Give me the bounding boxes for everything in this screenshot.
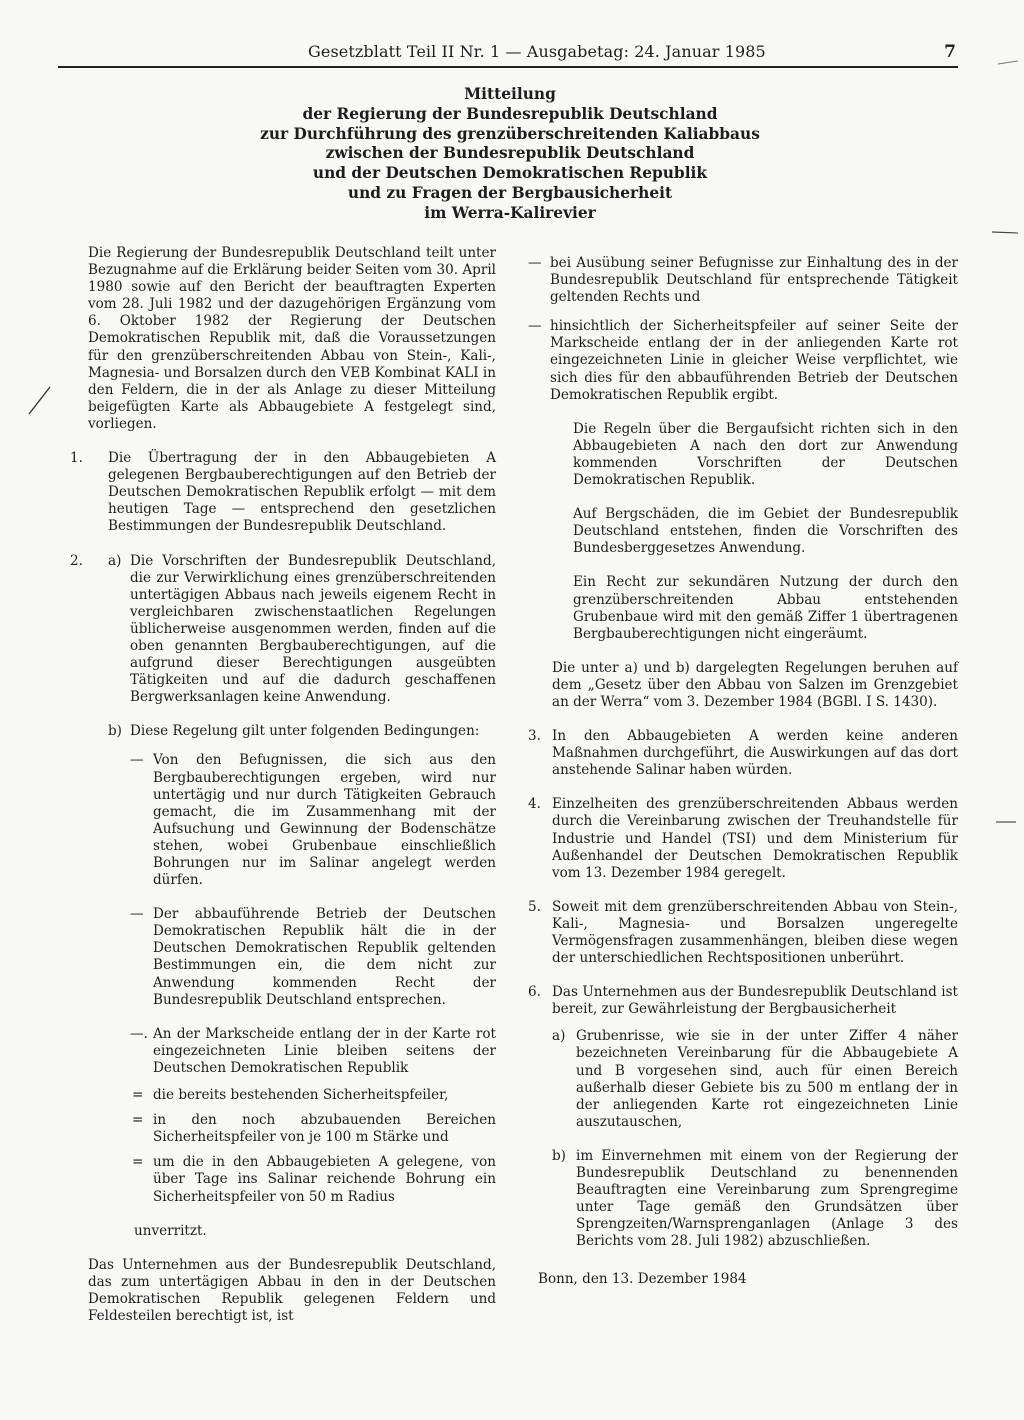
item-3 xyxy=(528,728,958,779)
sub-text: Die Vorschriften der Bundesrepublik Deutschland, die zur Verwirklichung eines grenzüberschreitenden untertägigen Abbaus nach jeweils eigenem Recht in vergleichbaren zwischenstaatlichen Regelungen üblicherweise ausgenommen werden, finden auf die oben genannten Bergbauberechtigungen, auf die aufgrund dieser Berechtigungen ausgeübten Tätigkeiten und auf die dadurch geschaffenen Bergwerksanlagen keine Anwendung. xyxy=(130,552,496,706)
item-number: 1. xyxy=(70,450,83,467)
item-text: Soweit mit dem grenzüberschreitenden Abbau von Stein-, Kali-, Magnesia- und Borsalzen ungeregelte Vermögensfragen zusammenhängen, bleiben diese wegen der unterschiedlichen Rechtspositionen unberührt. xyxy=(552,898,958,967)
obligation-text: bei Ausübung seiner Befugnisse zur Einhaltung des in der Bundesrepublik Deutschland für entsprechende Tätigkeit geltenden Rechts und xyxy=(550,255,958,306)
pillar-item-3 xyxy=(108,1154,496,1205)
title-line: und zu Fragen der Bergbausicherheit xyxy=(347,183,673,202)
dash-marker: — xyxy=(130,752,144,769)
document-title xyxy=(190,85,830,224)
item-4 xyxy=(528,796,958,881)
item-text: Das Unternehmen aus der Bundesrepublik Deutschland ist bereit, zur Gewährleistung der Bergbausicherheit xyxy=(552,984,958,1018)
page-header xyxy=(58,42,958,68)
pillar-text: die bereits bestehenden Sicherheitspfeiler, xyxy=(153,1087,449,1104)
obligation-1 xyxy=(528,255,958,306)
pillar-item-1 xyxy=(108,1087,496,1104)
intro-paragraph: Die Regierung der Bundesrepublik Deutschland teilt unter Bezugnahme auf die Erklärung beider Seiten vom 30. April 1980 sowie auf den Bericht der beauftragten Experten vom 28. Juli 1982 und der dazugehörigen Ergänzung vom 6. Oktober 1982 der Regierung der Deutschen Demokratischen Republik mit, daß die Voraussetzungen für den grenzüberschreitenden Abbau von Stein-, Kali-, Magnesia- und Borsalzen durch den VEB Kombinat KALI in den Feldern, die in der als Anlage zu dieser Mitteilung beigefügten Karte als Abbaugebiete A festgelegt sind, vorliegen. xyxy=(88,245,496,432)
margin-slash-mark xyxy=(26,385,52,417)
equals-marker: = xyxy=(132,1154,144,1171)
title-line: im Werra-Kalirevier xyxy=(424,203,596,222)
item-number: 4. xyxy=(528,796,541,813)
condition-3 xyxy=(108,1026,496,1077)
sub-text: im Einvernehmen mit einem von der Regierung der Bundesrepublik Deutschland zu benennenden Beauftragten eine Vereinbarung zum Sprengregime unter Tage gemäß den Grundsätzen über Sprengzeiten/Warnsprenganlagen (Anlage 3 des Berichts vom 28. Juli 1982) abzuschließen. xyxy=(576,1147,958,1250)
dash-marker: — xyxy=(528,318,542,335)
item-5 xyxy=(528,899,958,967)
item-text: Einzelheiten des grenzüberschreitenden Abbaus werden durch die Vereinbarung zwischen der Treuhandstelle für Industrie und Handel (TSI) und dem Ministerium für Außenhandel der Deutschen Demokratischen Republik vom 13. Dezember 1984 geregelt. xyxy=(552,796,958,881)
damage-paragraph: Auf Bergschäden, die im Gebiet der Bundesrepublik Deutschland entstehen, finden die Vorschriften des Bundesberggesetzes Anwendung. xyxy=(573,506,958,557)
left-column xyxy=(70,245,496,1325)
dash-marker: — xyxy=(528,255,542,271)
gazette-title: Gesetzblatt Teil II Nr. 1 — Ausgabetag: 24. Januar 1985 xyxy=(308,42,766,61)
legal-basis-paragraph: Die unter a) und b) dargelegten Regelungen beruhen auf dem „Gesetz über den Abbau von Salzen im Grenzgebiet an der Werra“ vom 3. Dezember 1984 (BGBl. I S. 1430). xyxy=(552,659,958,710)
pillar-text: in den noch abzubauenden Bereichen Sicherheitspfeiler von je 100 m Stärke und xyxy=(153,1112,496,1146)
sub-text: Diese Regelung gilt unter folgenden Bedingungen: xyxy=(130,723,480,740)
item-number: 5. xyxy=(528,898,541,915)
sub-label: a) xyxy=(108,552,122,569)
signature-line: Bonn, den 13. Dezember 1984 xyxy=(538,1270,747,1287)
condition-2 xyxy=(108,906,496,1009)
item-number: 2. xyxy=(70,552,83,569)
header-rule xyxy=(58,66,958,68)
item-1 xyxy=(70,450,496,535)
item-text: Die Übertragung der in den Abbaugebieten A gelegenen Bergbauberechtigungen auf den Betrieb der Deutschen Demokratischen Republik erfolgt — mit dem heutigen Tage — entsprechend den gesetzlichen Bestimmungen der Bundesrepublik Deutschland. xyxy=(108,450,496,535)
margin-tick-mark xyxy=(990,228,1020,236)
title-line: und der Deutschen Demokratischen Republik xyxy=(312,164,708,183)
obligation-text: hinsichtlich der Sicherheitspfeiler auf seiner Seite der Markscheide entlang der in der anliegenden Karte rot eingezeichneten Linie in gleicher Weise verpflichtet, wie sich dies für den abbauführenden Betrieb der Deutschen Demokratischen Republik ergibt. xyxy=(550,318,958,403)
sub-label: b) xyxy=(552,1147,566,1164)
page-number: 7 xyxy=(944,42,956,62)
item-6 xyxy=(528,984,958,1018)
unverritzt-text: unverritzt. xyxy=(134,1222,207,1239)
sub-label: a) xyxy=(552,1028,566,1045)
item-2a xyxy=(108,553,496,707)
equals-marker: = xyxy=(132,1112,144,1129)
title-line: zur Durchführung des grenzüberschreitenden Kaliabbaus xyxy=(260,124,760,143)
item-6b xyxy=(528,1148,958,1251)
sub-text: Grubenrisse, wie sie in der unter Ziffer 4 näher bezeichneten Vereinbarung für die Abbaugebiete A und B vorgesehen sind, auch für einen Bereich außerhalb dieser Gebiete bis zu 500 m entlang der in der anliegenden Karte rot eingezeichneten Linie auszutauschen, xyxy=(576,1028,958,1130)
equals-marker: = xyxy=(132,1087,144,1104)
margin-tick-mark xyxy=(994,818,1018,826)
title-line: der Regierung der Bundesrepublik Deutschland xyxy=(302,104,718,123)
dash-marker: —. xyxy=(130,1025,148,1042)
item-2b xyxy=(108,723,496,740)
condition-1 xyxy=(108,752,496,889)
title-line: zwischen der Bundesrepublik Deutschland xyxy=(325,144,695,163)
condition-text: Von den Befugnissen, die sich aus den Bergbauberechtigungen ergeben, wird nur untertägig und nur durch Tätigkeiten Gebrauch gemacht, die im Zusammenhang mit der Aufsuchung und Gewinnung der Bodenschätze stehen, wobei Grubenbaue einschließlich Bohrungen nur im Salinar angelegt werden dürfen. xyxy=(153,752,496,889)
right-column xyxy=(528,255,958,1288)
item-2 xyxy=(70,552,496,1240)
pillar-item-2 xyxy=(108,1112,496,1146)
obligation-2 xyxy=(528,318,958,403)
item-6a xyxy=(528,1028,958,1131)
sub-label: b) xyxy=(108,723,122,740)
condition-text: Der abbauführende Betrieb der Deutschen Demokratischen Republik hält die in der Deutschen Demokratischen Republik geltenden Bestimmungen ein, die dem nicht zur Anwendung kommenden Recht der Bundesrepublik Deutschland entsprechen. xyxy=(153,906,496,1008)
supervision-paragraph: Die Regeln über die Bergaufsicht richten sich in den Abbaugebieten A nach den dort zur Anwendung kommenden Vorschriften der Deutschen Demokratischen Republik. xyxy=(573,420,958,489)
margin-tick-mark xyxy=(996,58,1020,68)
dash-marker: — xyxy=(130,906,144,923)
item-number: 3. xyxy=(528,728,541,745)
pillar-text: um die in den Abbaugebieten A gelegene, von über Tage ins Salinar reichende Bohrung ein Sicherheitspfeiler von 50 m Radius xyxy=(153,1154,496,1205)
item-text: In den Abbaugebieten A werden keine anderen Maßnahmen durchgeführt, die Auswirkungen auf das dort anstehende Salinar haben würden. xyxy=(552,728,958,779)
item-number: 6. xyxy=(528,984,541,1001)
secondary-use-paragraph: Ein Recht zur sekundären Nutzung der durch den grenzüberschreitenden Abbau entstehenden Grubenbaue wird mit den gemäß Ziffer 1 übertragenen Bergbauberechtigungen nicht eingeräumt. xyxy=(573,574,958,642)
title-line: Mitteilung xyxy=(464,85,556,103)
condition-text: An der Markscheide entlang der in der Karte rot eingezeichneten Linie bleiben seitens der Deutschen Demokratischen Republik xyxy=(153,1025,496,1076)
closing-paragraph: Das Unternehmen aus der Bundesrepublik Deutschland, das zum untertägigen Abbau in den in der Deutschen Demokratischen Republik gelegenen Feldern und Feldesteilen berechtigt ist, ist xyxy=(88,1256,496,1324)
